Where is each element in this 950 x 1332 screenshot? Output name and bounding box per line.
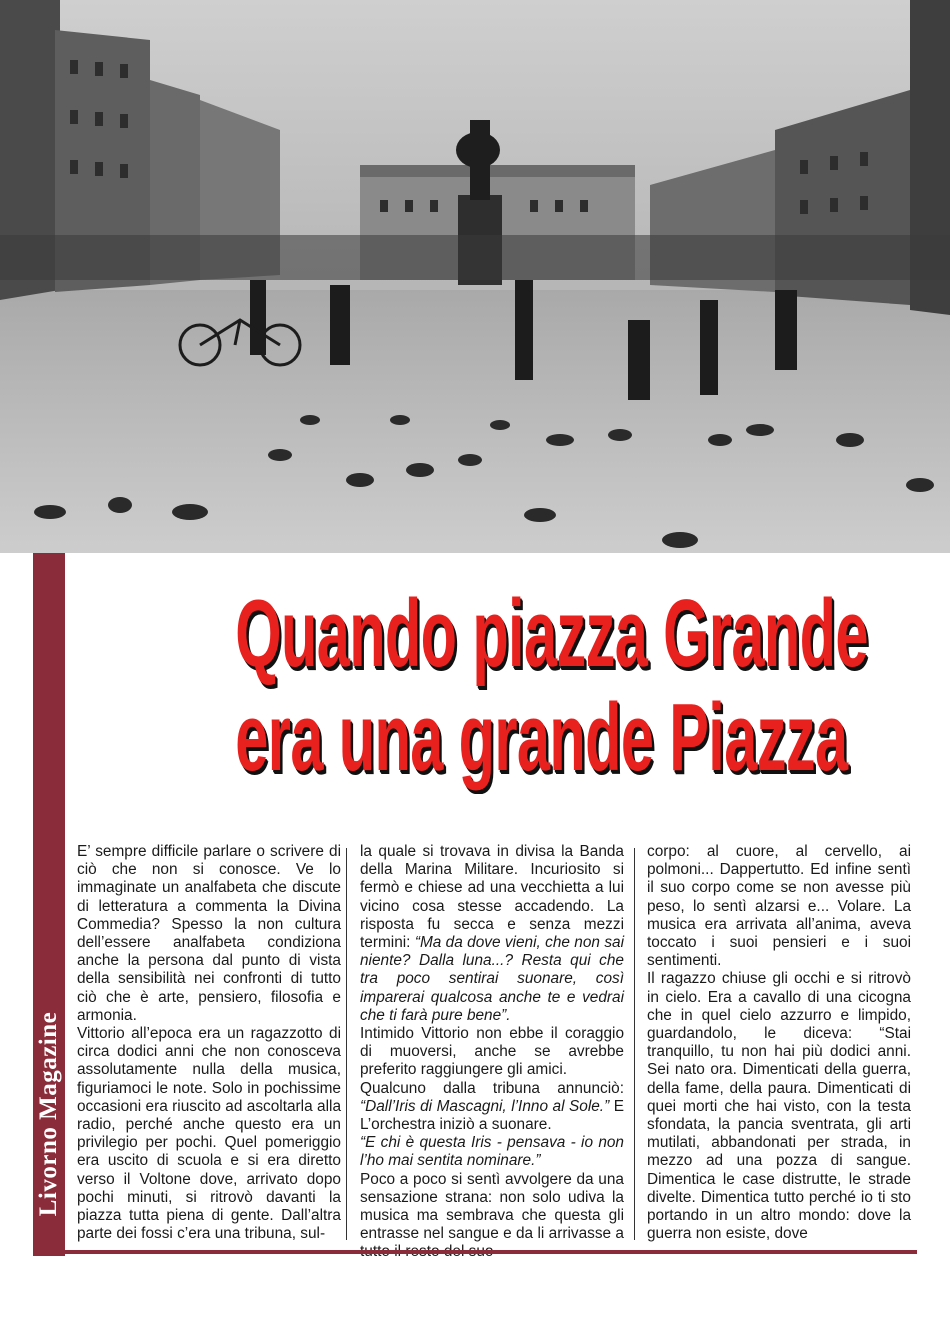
text-span: E L’orchestra iniziò a suonare. — [360, 1097, 624, 1134]
paragraph: Poco a poco si sentì avvolgere da una sensazione strana: non solo udiva la musica ma sembrava che questa gli entrasse nel sangue e da li arrivasse a — [360, 1170, 624, 1243]
historic-photo — [0, 0, 950, 553]
quote-span: “Dall’Iris di Mascagni, l’Inno al Sole.” — [360, 1097, 610, 1115]
title-line-2: era una grande Piazza — [235, 684, 848, 791]
article-column-3 — [647, 843, 911, 1241]
magazine-name: Livorno Magazine — [35, 1011, 62, 1217]
paragraph — [360, 843, 624, 1025]
column-divider — [346, 848, 347, 1240]
paragraph: corpo: al cuore, al cervello, ai polmoni... Dappertutto. Ed infine sentì il suo corpo come se non avesse più peso, lo sentì alzarsi e... Volare. La musica era arrivata all’anima, aveva toccato i suoi pensieri e i suoi sentimenti. — [647, 843, 911, 970]
paragraph: Intimido Vittorio non ebbe il coraggio di muoversi, anche se avrebbe preferito raggiungere gli amici. — [360, 1025, 624, 1079]
paragraph — [360, 1134, 624, 1170]
article-column-2 — [360, 843, 624, 1241]
piazza-photo-illustration — [0, 0, 950, 553]
title-line-1: Quando piazza Grande — [235, 580, 868, 687]
text-span: Qualcuno dalla tribuna annunciò: — [360, 1079, 624, 1097]
bottom-rule — [65, 1250, 917, 1254]
paragraph — [360, 1080, 624, 1135]
paragraph: Il ragazzo chiuse gli occhi e si ritrovò in cielo. Era a cavallo di una cicogna che in quel cielo azzurro e limpido, guardandolo, le diceva: “Stai tranquillo, tu non hai più dodici anni. Sei nato ora. Dimenticati della guerra, della fame, della paura. Dimenticati di quei morti che hai visto, con la testa sfondata, la pancia sventrata, gli arti mutilati, abbandonati per strada, in mezzo ad una pozza di sangue. Dimentica le case distrutte, le strade divelte. Dimentica tutto perché io ti sto portando in un altro mondo: dove la guerra non esiste, dove — [647, 970, 911, 1243]
article-column-1 — [77, 843, 341, 1241]
quote-span: “E chi è questa Iris - pensava - io non l’ho mai sentita nominare.” — [360, 1134, 624, 1170]
text-span: la quale si trovava in divisa la Banda della Marina Militare. Incuriosito si fermò e chiese ad una vecchietta a lui vicino cosa stesse accadendo. La risposta fu secca e senza mezzi termini: — [360, 843, 624, 952]
quote-span: “Ma da dove vieni, che non sai niente? Dalla luna...? Resta qui che tra poco sentirai suonare, così imparerai qualcosa anche te e vedrai che ti farà pure bene”. — [360, 934, 624, 1024]
paragraph: E’ sempre difficile parlare o scrivere di ciò che non si conosce. Ve lo immaginate un analfabeta che discute di letteratura a commenta la Divina Commedia? Spesso la non cultura dell’essere analfabeta condiziona anche la persona dal punto di vista della sensibilità nei confronti di tutto ciò che è arte, pensiero, filosofia e armonia. — [77, 843, 341, 1024]
article-title — [235, 580, 868, 791]
paragraph: Vittorio all’epoca era un ragazzotto di circa dodici anni che non conosceva assolutamente nulla della musica, figuriamoci le note. Solo in pochissime occasioni era riuscito ad ascoltarla alla radio, perché anche questo era un privilegio per pochi. Quel pomeriggio era uscito di scuola e si era diretto verso il Voltone dove, arrivato dopo pochi minuti, si ritrovò davanti la piazza tutta piena di gente. Dall’altra parte dei fossi c’era una tribuna, sul- — [77, 1025, 341, 1243]
column-divider — [634, 848, 635, 1240]
